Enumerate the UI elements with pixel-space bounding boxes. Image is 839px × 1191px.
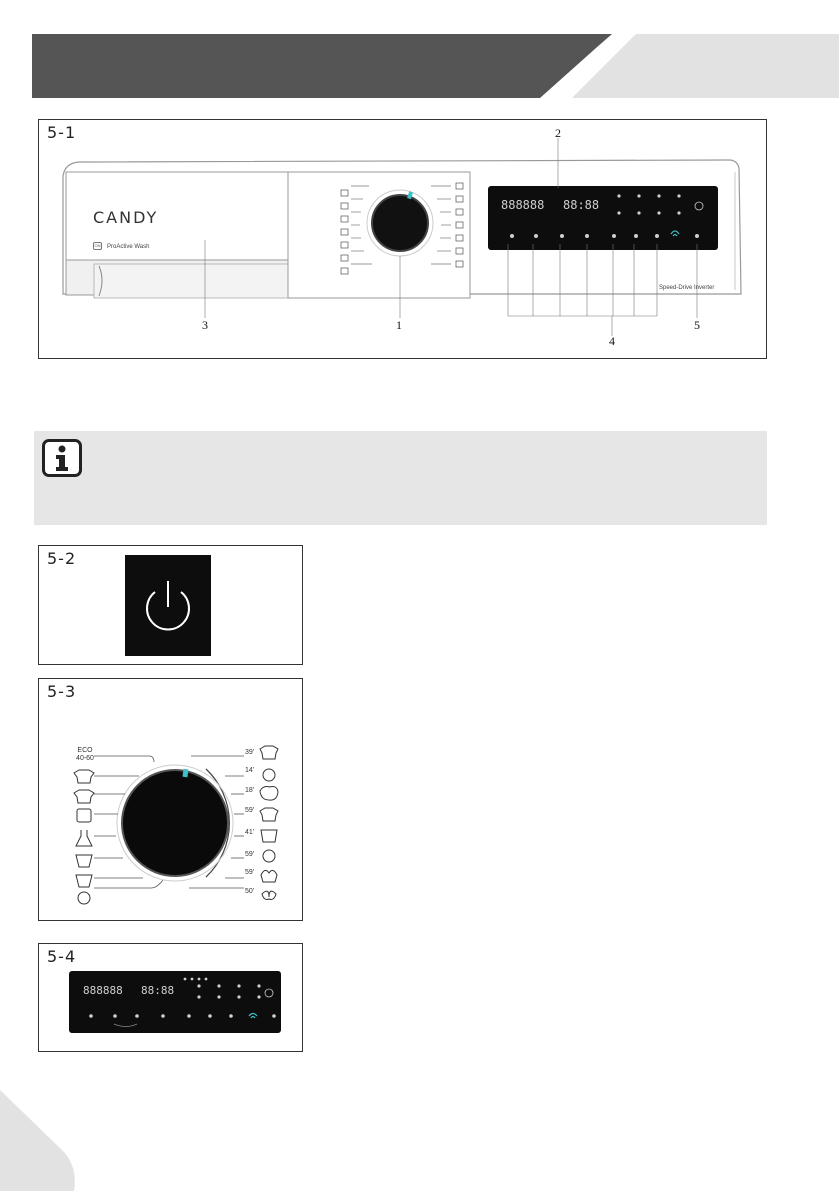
figure-label: 5-3 xyxy=(47,682,77,701)
program-time-6: 59' xyxy=(245,851,255,858)
program-time-8: 50' xyxy=(245,888,255,895)
figure-label: 5-2 xyxy=(47,549,77,568)
program-time-2: 14' xyxy=(245,767,255,774)
figure-5-2 xyxy=(38,545,303,665)
cotton-icon xyxy=(74,790,94,803)
power-button-panel xyxy=(125,555,211,656)
program-time-5: 41' xyxy=(245,829,255,836)
callout-3: 3 xyxy=(202,318,208,332)
washer-front-panel xyxy=(39,120,766,358)
header-banner xyxy=(0,0,839,110)
display-text: 888888 xyxy=(501,198,545,212)
callout-1: 1 xyxy=(396,318,402,332)
page-corner-tab xyxy=(0,1090,80,1191)
callout-4: 4 xyxy=(609,334,615,348)
program-time-3: 18' xyxy=(245,787,255,794)
figure-5-1 xyxy=(38,119,767,359)
display-text: 888888 xyxy=(83,984,123,997)
figure-label: 5-4 xyxy=(47,947,77,966)
header-shapes xyxy=(0,0,839,110)
figure-label: 5-1 xyxy=(47,123,77,142)
eco-label: ECO 40-60 xyxy=(76,747,94,762)
figure-5-3 xyxy=(38,678,303,921)
header-tab xyxy=(572,34,839,98)
callout-2: 2 xyxy=(555,126,561,140)
display-time: 88:88 xyxy=(141,984,175,997)
program-dial xyxy=(39,679,302,920)
callout-5: 5 xyxy=(694,318,700,332)
synthetics-icon xyxy=(77,809,91,822)
header-bar xyxy=(32,34,612,98)
power-icon xyxy=(125,555,211,656)
program-time-1: 39' xyxy=(245,749,255,756)
feature-label: ProActive Wash xyxy=(107,244,150,250)
info-icon xyxy=(42,439,82,477)
drain-spin-icon xyxy=(76,875,92,887)
drum-clean-icon xyxy=(78,892,90,904)
brand-logo: CANDY xyxy=(93,208,159,227)
rinse-flask-icon xyxy=(76,830,92,846)
display-time: 88:88 xyxy=(563,198,600,212)
program-time-4: 59' xyxy=(245,807,255,814)
feature-badge: ON xyxy=(94,243,101,248)
figure-5-4 xyxy=(38,943,303,1052)
info-note-box xyxy=(34,431,767,525)
display-indicators xyxy=(69,971,281,1033)
control-display-panel xyxy=(69,971,281,1033)
program-time-7: 59' xyxy=(245,869,255,876)
hygiene-basin-icon xyxy=(76,855,92,867)
inverter-label: Speed-Drive Inverter xyxy=(659,285,715,291)
mixed-stars-icon xyxy=(74,770,94,783)
